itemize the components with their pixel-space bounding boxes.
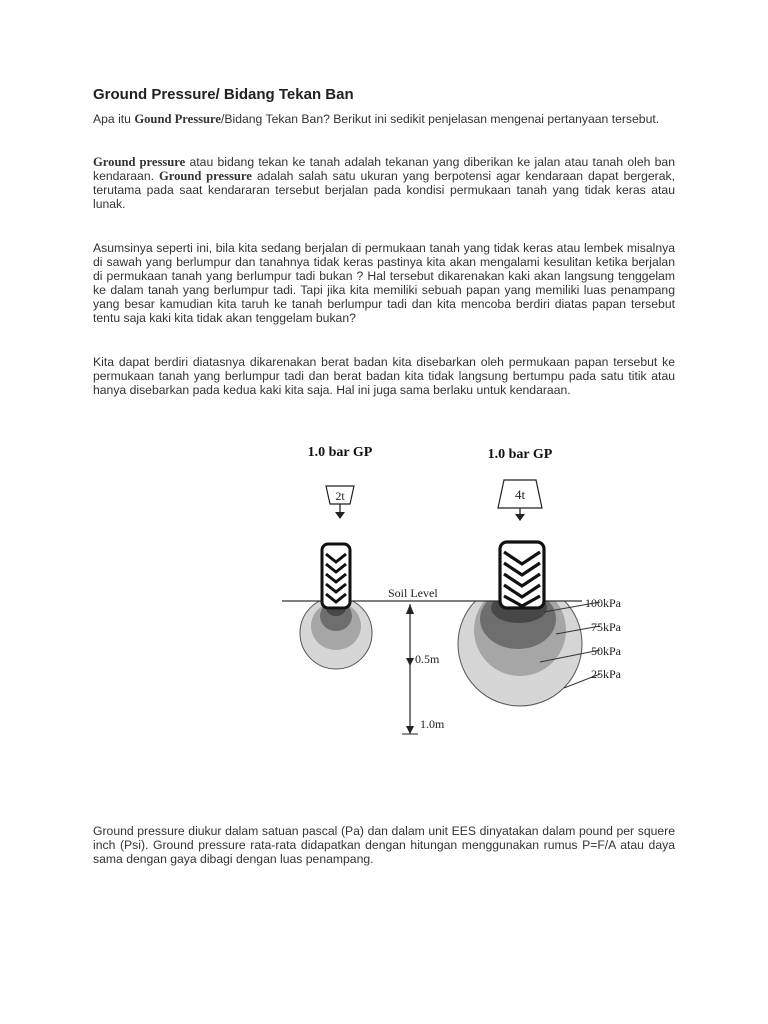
page-title: Ground Pressure/ Bidang Tekan Ban <box>93 86 354 103</box>
term-ground-pressure: Gound Pressure <box>134 112 221 126</box>
paragraph-assumption: Asumsinya seperti ini, bila kita sedang berjalan di permukaan tanah yang tidak keras atau lembek misalnya di sawah yang berlumpur dan tanahnya tidak keras pastinya kita akan mengalami kesulitan ketika berjalan di permukaan tanah yang berlumpur tadi bukan ? Hal tersebut dikarenakan kaki akan langsung tenggelam ke dalam tanah yang berlumpur tadi. Tapi jika kita memiliki sebuah papan yang memiliki luas penampang yang besar kamudian kita taruh ke tanah berlumpur tadi dan kita mencoba berdiri diatas papan tersebut tentu saja kaki kita tidak akan tenggelam bukan? <box>93 241 675 326</box>
paragraph-explanation: Kita dapat berdiri diatasnya dikarenakan berat badan kita disebarkan oleh permukaan papan tersebut ke permukaan tanah yang berlumpur tadi dan berat badan kita tidak langsung bertumpu pada satu titik atau hanya disebarkan pada kedua kaki kita saja. Hal ini juga sama berlaku untuk kendaraan. <box>93 355 675 398</box>
left-heading: 1.0 bar GP <box>307 445 373 460</box>
legend-25kpa: 25kPa <box>591 667 621 681</box>
right-tyre <box>500 542 544 608</box>
text-fragment: Apa itu <box>93 112 135 126</box>
ground-pressure-figure <box>282 436 622 746</box>
depth-scale <box>402 604 445 734</box>
legend-100kpa: 100kPa <box>585 596 621 610</box>
right-load-box <box>498 480 542 521</box>
paragraph-units: Ground pressure diukur dalam satuan pascal (Pa) dan dalam unit EES dinyatakan dalam pound per squere inch (Psi). Ground pressure rata-rata didapatkan dengan hitungan menggunakan rumus P=F/A atau daya sama dengan gaya dibagi dengan luas penampang. <box>93 824 675 867</box>
text-fragment: /Bidang Tekan Ban? Berikut ini sedikit penjelasan mengenai pertanyaan tersebut. <box>221 112 660 126</box>
text-fragment: atau bidang tekan ke tanah adalah tekanan yang diberikan ke jalan atau tanah oleh ban kendaraan. <box>93 155 675 184</box>
left-tyre <box>322 544 350 608</box>
paragraph-intro <box>93 112 675 126</box>
soil-level-label: Soil Level <box>388 586 438 600</box>
right-load-label: 4t <box>514 487 526 502</box>
left-load-box <box>326 486 354 519</box>
depth-label-half-metre: 0.5m <box>415 652 440 666</box>
left-load-label: 2t <box>335 489 345 503</box>
text-fragment: adalah salah satu ukuran yang berpotensi agar kendaraan dapat bergerak, terutama pada saat kendararan tersebut berjalan pada kondisi permukaan tanah yang tidak keras atau lunak. <box>93 169 675 212</box>
legend-50kpa: 50kPa <box>591 644 621 658</box>
paragraph-definition <box>93 155 675 211</box>
term-ground-pressure: Ground pressure <box>93 155 186 169</box>
right-heading: 1.0 bar GP <box>487 447 553 462</box>
term-ground-pressure: Ground pressure <box>158 169 252 184</box>
legend-75kpa: 75kPa <box>591 620 621 634</box>
depth-label-one-metre: 1.0m <box>420 717 445 731</box>
